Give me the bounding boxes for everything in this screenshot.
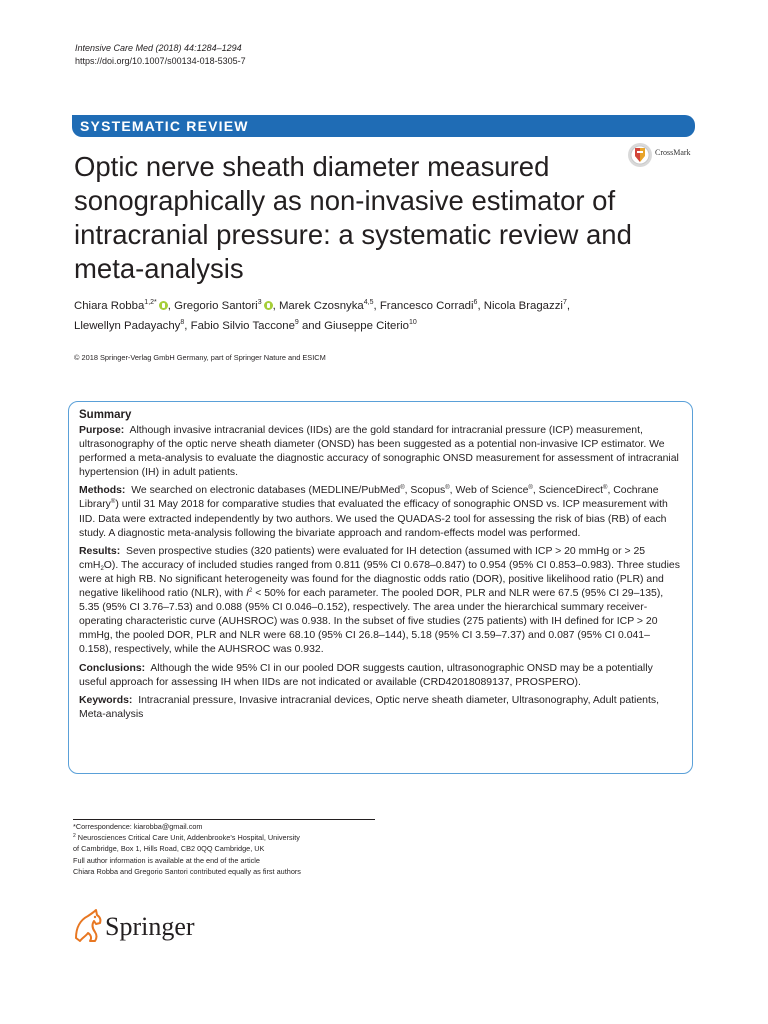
article-type-banner — [72, 115, 695, 137]
author-name: Gregorio Santori — [174, 300, 258, 312]
conclusions-label: Conclusions: — [79, 662, 146, 674]
registered-mark: ® — [528, 485, 533, 492]
copyright-notice: © 2018 Springer-Verlag GmbH Germany, part of Springer Nature and ESICM — [74, 353, 326, 362]
keywords-label: Keywords: — [79, 694, 133, 706]
keywords-paragraph — [79, 694, 682, 722]
crossmark-badge[interactable] — [625, 142, 705, 168]
author-list — [74, 296, 674, 336]
methods-paragraph — [79, 484, 682, 540]
author-name: Llewellyn Padayachy — [74, 320, 181, 332]
results-text-2: O). The accuracy of included studies ranged from 0.811 (95% CI 0.678–0.847) to 0.954 (95% CI 0.853–0.983). Three studies were at high RB. No significant heterogeneity was found for the diagnostic odds ratio (DOR), positive likelihood ratio (PLR) and negative likelihood ratio (NLR), with — [79, 559, 680, 600]
purpose-label: Purpose: — [79, 425, 125, 436]
equal-contribution-note: Chiara Robba and Gregorio Santori contributed equally as first authors — [73, 866, 301, 876]
author-separator: , — [373, 300, 380, 312]
correspondence-note: *Correspondence: kiarobba@gmail.com — [73, 822, 203, 831]
author-name: Chiara Robba — [74, 300, 145, 312]
footnotes — [73, 821, 301, 877]
author-affiliation-mark: 1,2* — [144, 299, 157, 306]
results-superscript: 2 — [248, 588, 253, 595]
author-affiliation-mark: 9 — [294, 319, 299, 326]
author-name: Nicola Bragazzi — [483, 300, 563, 312]
author-name: Francesco Corradi — [379, 300, 474, 312]
author-info-note: Full author information is available at the end of the article — [73, 855, 260, 865]
author-affiliation-mark: 8 — [180, 319, 185, 326]
affiliation-line-1: Neurosciences Critical Care Unit, Addenbrooke’s Hospital, University — [75, 833, 300, 843]
summary-box — [68, 401, 693, 774]
article-title: Optic nerve sheath diameter measured sonographically as non-invasive estimator of intracranial pressure: a systematic review and meta-analysis — [74, 151, 632, 284]
orcid-icon[interactable] — [159, 301, 168, 310]
article-type-label: SYSTEMATIC REVIEW — [80, 118, 249, 134]
methods-text-3: , Web of Science — [449, 485, 529, 497]
author-name: Marek Czosnyka — [278, 300, 364, 312]
author-name: Fabio Silvio Taccone — [190, 320, 295, 332]
author-affiliation-mark: 3 — [257, 299, 262, 306]
summary-heading: Summary — [79, 409, 132, 421]
orcid-icon[interactable] — [264, 301, 273, 310]
journal-header — [75, 42, 246, 68]
doi-link[interactable]: https://doi.org/10.1007/s00134-018-5305-7 — [75, 56, 246, 66]
methods-text-1: We searched on electronic databases (MEDLINE/PubMed — [131, 485, 401, 497]
results-text-3: < 50% for each parameter. The pooled DOR, PLR and NLR were 67.5 (95% CI 29–135), 5.35 (95% CI 3.76–7.53) and 0.088 (95% CI 0.046–0.152), respectively. The area under the hierarchical summary receiver-operating characteristic curve (AUHSROC) was 0.938. In the subset of five studies (275 patients) with IH defined for ICP > 20 mmHg, the pooled DOR, PLR and NLR were 68.10 (95% CI 26.8–144), 5.18 (95% CI 3.59–7.37) and 0.087 (95% CI 0.041–0.158), respectively, while the AUHSROC was 0.932. — [79, 588, 664, 656]
results-subscript: 2 — [100, 565, 104, 572]
registered-mark: ® — [400, 485, 405, 492]
affiliation-note — [73, 832, 301, 843]
author-separator: , — [184, 320, 191, 332]
results-text-1: Seven prospective studies (320 patients) were evaluated for IH detection (assumed with ICP > 20 mmHg or > 25 cmH — [79, 545, 646, 571]
author-affiliation-mark: 10 — [409, 319, 417, 326]
author-separator: , — [167, 300, 175, 312]
author-affiliation-mark: 4,5 — [363, 299, 374, 306]
methods-text-4: , ScienceDirect — [532, 485, 604, 497]
footnote-divider — [73, 819, 375, 820]
publisher-name: Springer — [105, 912, 195, 941]
journal-citation: Intensive Care Med (2018) 44:1284–1294 — [75, 43, 242, 53]
crossmark-label: CrossMark — [655, 148, 691, 157]
conclusions-text: Although the wide 95% CI in our pooled DOR suggests caution, ultrasonographic ONSD may be a potentially useful approach for assessing IH when IIDs are not indicated or available (CRD42018089137, PROSPERO). — [79, 662, 653, 688]
results-paragraph — [79, 545, 682, 658]
methods-text-2: , Scopus — [404, 485, 446, 497]
results-label: Results: — [79, 545, 121, 557]
methods-text-6: ) until 31 May 2018 for comparative studies that evaluated the efficacy of sonographic ONSD vs. ICP measurement with IID. Data were extracted independently by two authors. We used the QUADAS-2 tool for assessing the risk of bias (RB) of each study. A diagnostic meta-analysis following the bivariate approach and random-effects model was performed. — [79, 499, 668, 539]
keywords-text: Intracranial pressure, Invasive intracranial devices, Optic nerve sheath diameter, Ultrasonography, Adult patients, Meta-analysis — [79, 694, 659, 720]
methods-text-5: , Cochrane Library — [79, 485, 659, 511]
author-name: Giuseppe Citerio — [324, 320, 409, 332]
purpose-paragraph — [79, 424, 682, 480]
registered-mark: ® — [603, 485, 608, 492]
crossmark-icon — [627, 142, 653, 168]
registered-mark: ® — [445, 485, 450, 492]
author-separator: , — [477, 300, 484, 312]
author-separator: , — [272, 300, 279, 312]
author-affiliation-mark: 7 — [562, 299, 567, 306]
author-separator: , — [566, 300, 571, 312]
conclusions-paragraph — [79, 662, 682, 690]
methods-label: Methods: — [79, 485, 126, 497]
registered-mark: ® — [110, 499, 116, 506]
author-separator: and — [298, 320, 325, 332]
springer-logo — [70, 908, 230, 948]
purpose-text: Although invasive intracranial devices (IIDs) are the gold standard for intracranial pressure (ICP) measurement, ultrasonography of the optic nerve sheath diameter (ONSD) has been suggested as a potential non-invasive ICP estimator. We performed a meta-analysis to evaluate the diagnostic accuracy of sonographic ONSD measurement for assessment of intracranial hypertension (IH) in adult patients. — [79, 425, 679, 479]
author-affiliation-mark: 6 — [473, 299, 478, 306]
affiliation-line-2: of Cambridge, Box 1, Hills Road, CB2 0QQ Cambridge, UK — [73, 844, 265, 854]
results-i-symbol: I — [246, 588, 249, 600]
affiliation-mark: 2 — [73, 833, 76, 840]
springer-horse-icon — [70, 908, 104, 944]
